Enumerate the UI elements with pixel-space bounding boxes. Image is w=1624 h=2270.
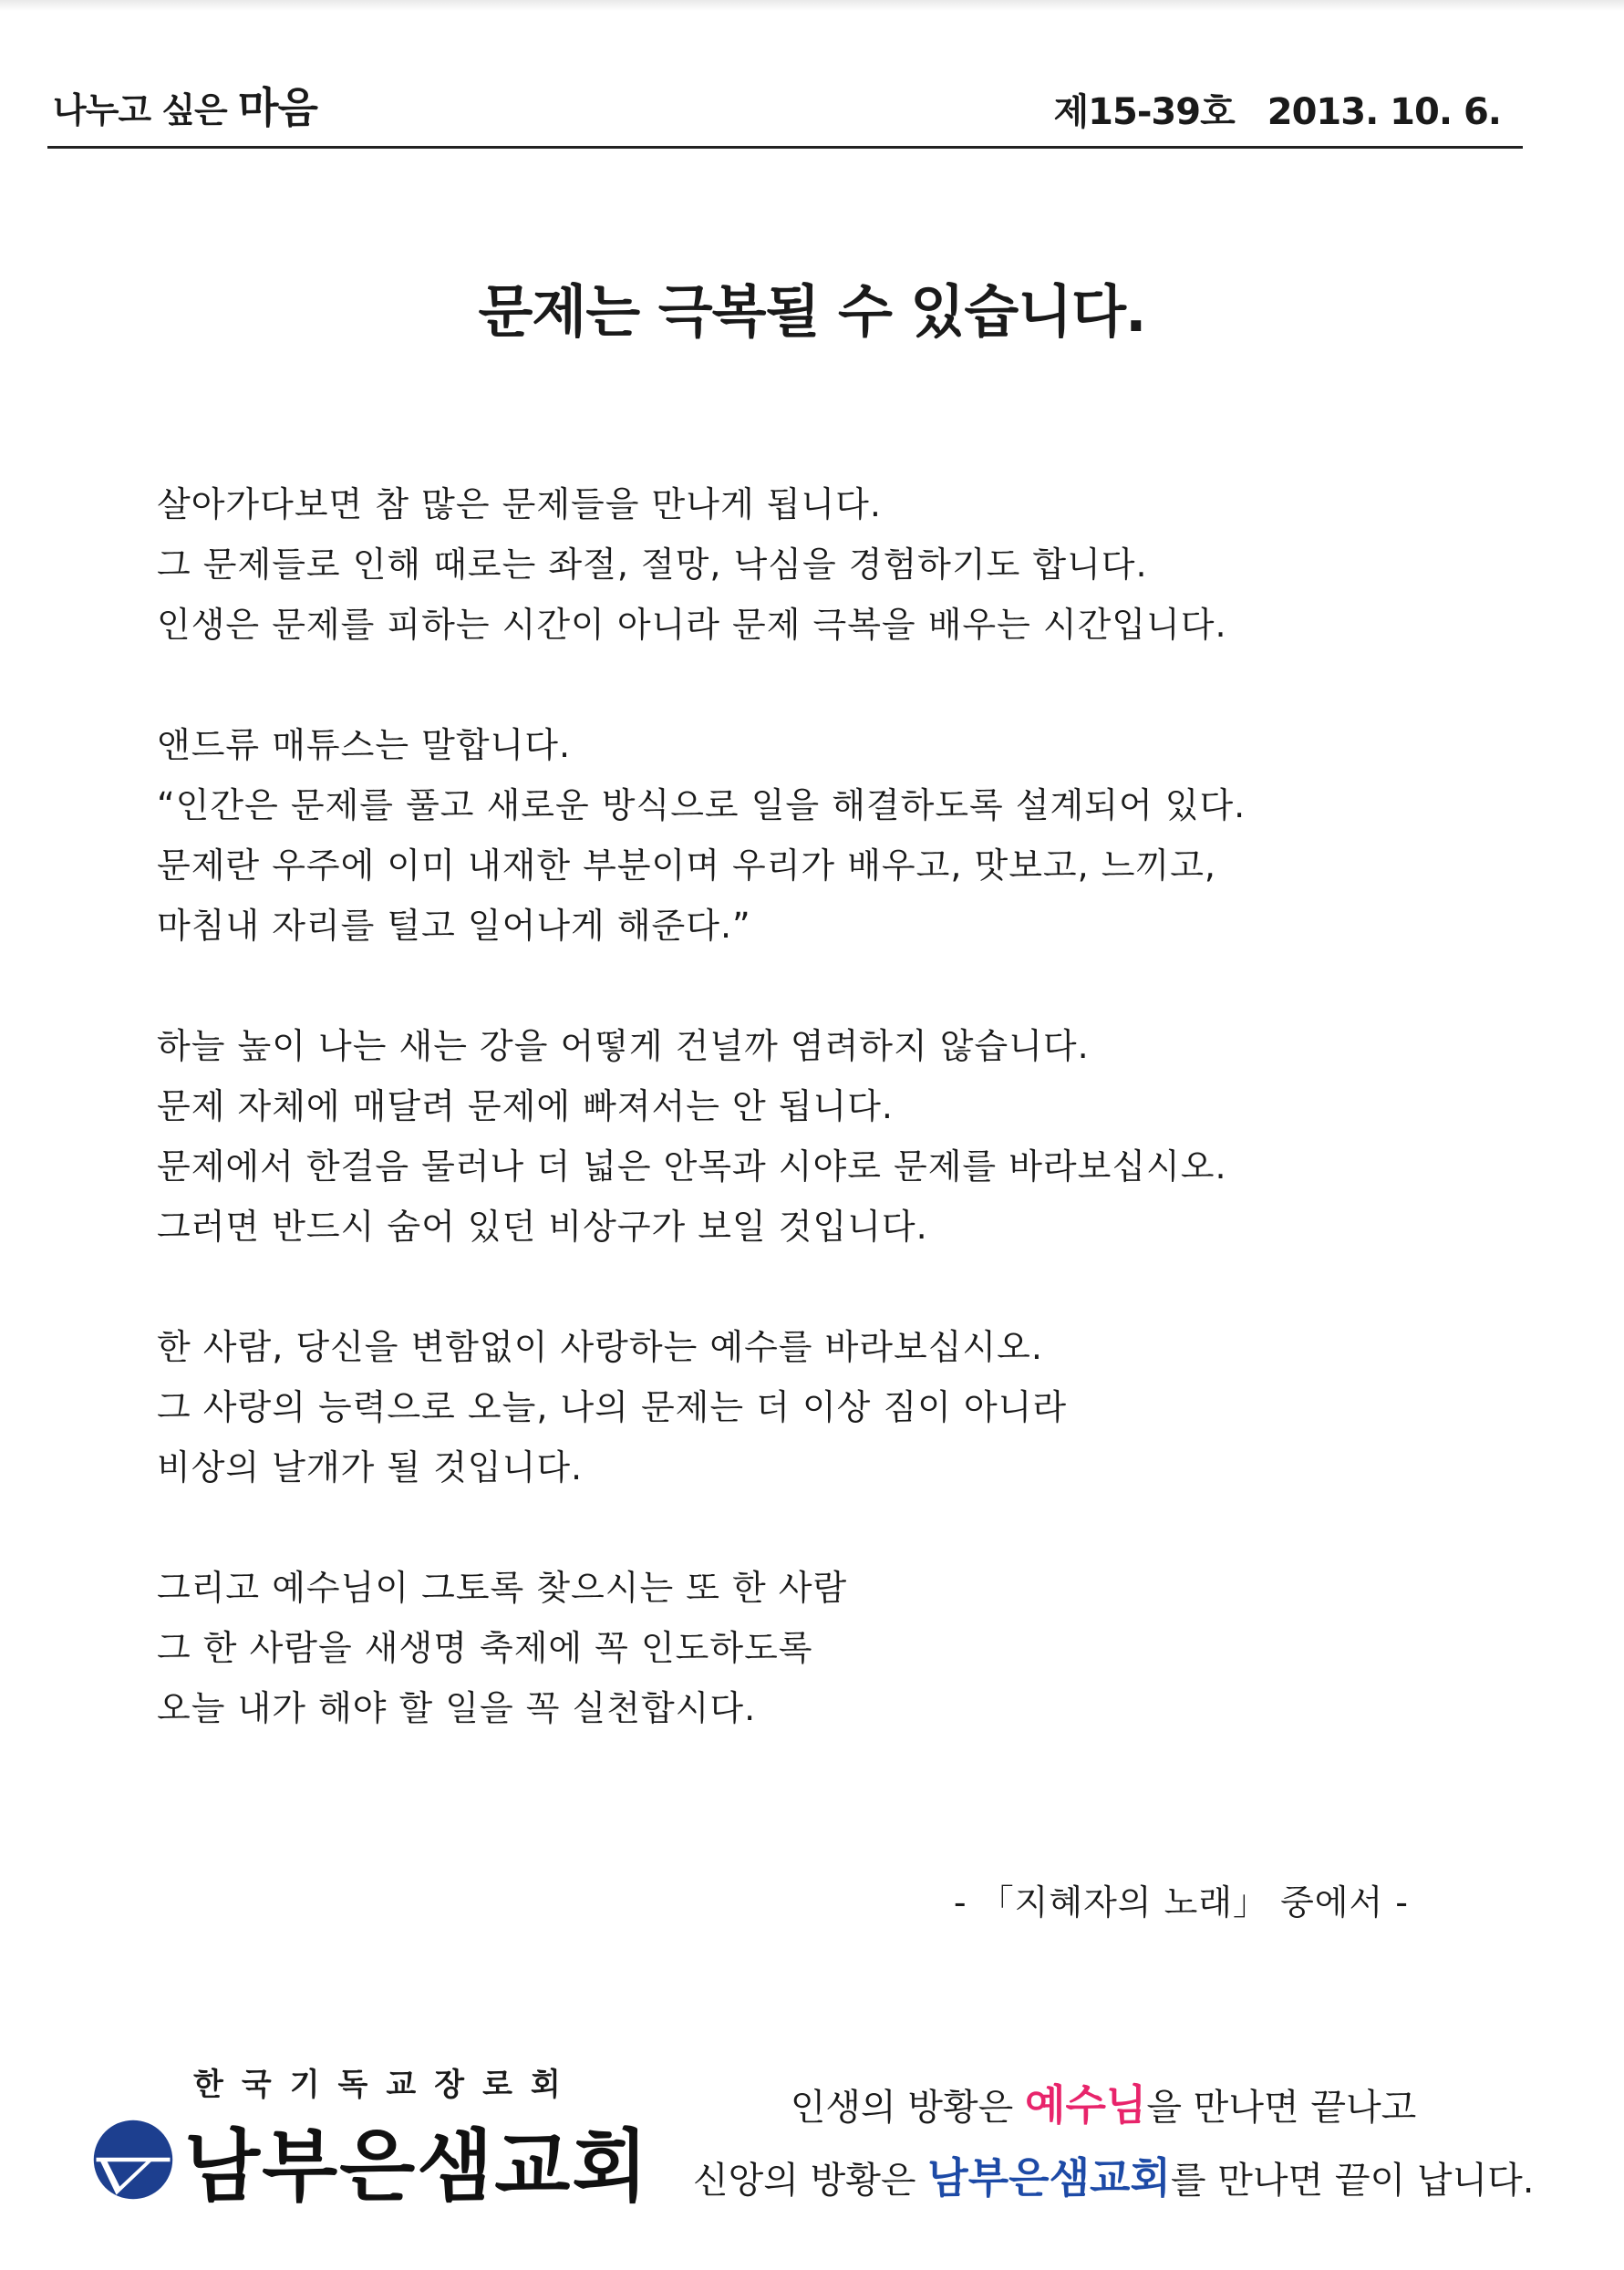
issue-date: 2013. 10. 6. [1267,91,1501,133]
church-name: 남부은샘교회 [184,2121,650,2213]
paragraph-line: 문제에서 한걸음 물러나 더 넓은 안목과 시야로 문제를 바라보십시오. [157,1146,1227,1187]
slogan-line-1 [693,2068,1514,2141]
paragraph-line: 오늘 내가 해야 할 일을 꼭 실천합시다. [157,1688,757,1728]
paragraph [157,474,1433,655]
paragraph-line: 문제란 우주에 이미 내재한 부분이며 우리가 배우고, 맛보고, 느끼고, [157,845,1216,886]
slogan-text: 인생의 방황은 [790,2087,1026,2129]
column-prefix: 나누고 싶은 [53,90,227,130]
paragraph-line: 그 한 사람을 새생명 축제에 꼭 인도하도록 [157,1628,813,1668]
issue-info [1054,83,1501,135]
church-logo-icon [91,2118,175,2202]
slogan-text: 를 만나면 끝이 납니다. [1170,2160,1535,2202]
paragraph-line: 하늘 높이 나는 새는 강을 어떻게 건널까 염려하지 않습니다. [157,1026,1090,1066]
body-text [157,474,1433,1798]
paragraph-line: 마침내 자리를 털고 일어나게 해준다.” [157,906,751,946]
paragraph-line: 한 사람, 당신을 변함없이 사랑하는 예수를 바라보십시오. [157,1327,1043,1367]
issue-number: 제15-39호 [1053,91,1235,133]
paragraph [157,1016,1433,1257]
slogan-text: 을 만나면 끝나고 [1146,2087,1417,2129]
source-citation: - 「지혜자의 노래」 중에서 - [953,1882,1409,1923]
paragraph-line: 문제 자체에 매달려 문제에 빠져서는 안 됩니다. [157,1086,895,1126]
church-identity [91,2059,650,2214]
paragraph [157,1317,1433,1498]
paragraph-line: 비상의 날개가 될 것입니다. [157,1447,584,1487]
paragraph [157,715,1433,956]
column-title: 마음 [238,83,317,132]
paragraph-line: 그 사랑의 능력으로 오늘, 나의 문제는 더 이상 짐이 아니라 [157,1387,1068,1427]
paragraph [157,1558,1433,1738]
scan-edge [0,0,1624,11]
header [47,80,1523,149]
paragraph-line: 인생은 문제를 피하는 시간이 아니라 문제 극복을 배우는 시간입니다. [157,605,1227,645]
column-name [53,75,317,135]
paragraph-line: 그러면 반드시 숨어 있던 비상구가 보일 것입니다. [157,1207,928,1247]
paragraph-line: 그 문제들로 인해 때로는 좌절, 절망, 낙심을 경험하기도 합니다. [157,544,1148,585]
denomination-name: 한국기독교장로회 [193,2067,579,2103]
slogan-text: 신앙의 방황은 [693,2160,928,2202]
paragraph-line: 그리고 예수님이 그토록 찾으시는 또 한 사람 [157,1568,848,1608]
church-slogan [693,2068,1535,2214]
slogan-highlight-church: 남부은샘교회 [927,2153,1171,2203]
slogan-line-2 [693,2141,1535,2214]
paragraph-line: 앤드류 매튜스는 말합니다. [157,725,572,765]
page-title: 문제는 극복될 수 있습니다. [478,278,1146,345]
paragraph-line: 살아가다보면 참 많은 문제들을 만나게 됩니다. [157,484,882,524]
paragraph-line: “인간은 문제를 풀고 새로운 방식으로 일을 해결하도록 설계되어 있다. [157,785,1246,825]
slogan-highlight-jesus: 예수님 [1025,2080,1147,2130]
